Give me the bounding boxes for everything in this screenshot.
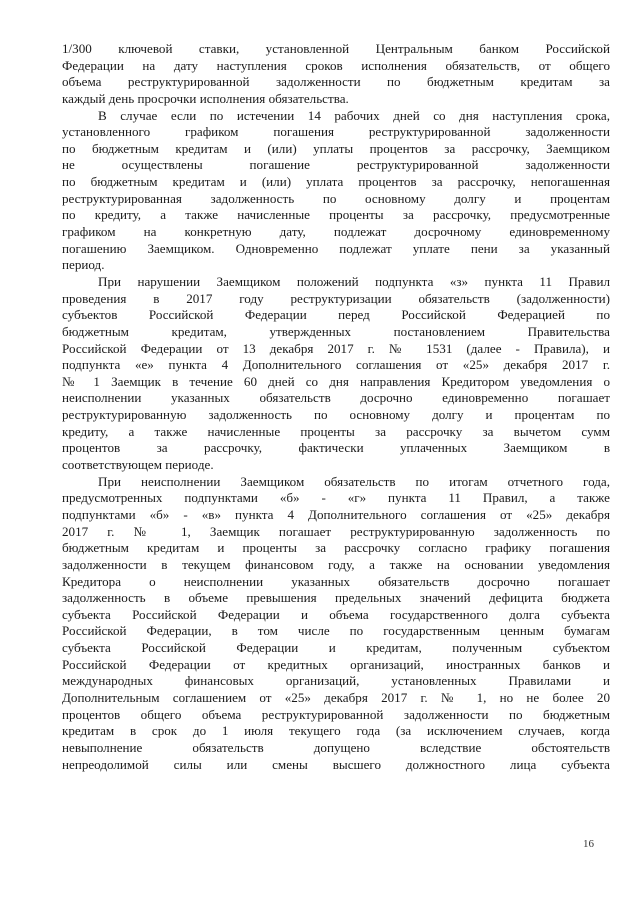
text-line: международных финансовых организаций, установленных Правилами и (62, 673, 610, 689)
paragraph (62, 474, 610, 774)
text-line: 1/300 ключевой ставки, установленной Центральным банком Российской (62, 41, 610, 56)
text-line: не осуществлены погашение реструктурированной задолженности (62, 157, 610, 173)
text-line: Кредитора о неисполнении указанных обязательств досрочно погашает (62, 573, 610, 589)
text-line: по бюджетным кредитам и (или) уплаты процентов за рассрочку, Заемщиком (62, 140, 610, 156)
text-line: подпунктами «б» - «в» пункта 4 Дополнительного соглашения от «25» декабря (62, 506, 610, 522)
text-line: 2017 г. № 1, Заемщик погашает реструктурированную задолженность по (62, 523, 610, 539)
text-line: субъектов Российской Федерации перед Российской Федерацией по (62, 307, 610, 323)
paragraph (62, 108, 610, 274)
text-line: субъекта Российской Федерации и кредитам, полученным субъектом (62, 640, 610, 656)
text-line: по бюджетным кредитам и (или) уплата процентов за рассрочку, непогашенная (62, 174, 610, 190)
text-line: Российской Федерации от 13 декабря 2017 г. № 1531 (далее - Правила), и (62, 340, 610, 356)
text-line: соответствующем периоде. (62, 457, 214, 473)
page-number: 16 (583, 838, 594, 850)
text-line: по кредиту, а также начисленные проценты за рассрочку, предусмотренные (62, 207, 610, 223)
text-line: При нарушении Заемщиком положений подпункта «з» пункта 11 Правил (98, 273, 610, 289)
text-line: период. (62, 257, 105, 273)
text-line: реструктурированная задолженность по основному долгу и процентам (62, 190, 610, 206)
text-line: В случае если по истечении 14 рабочих дней со дня наступления срока, (98, 107, 610, 123)
text-line: установленного графиком погашения реструктурированной задолженности (62, 124, 610, 140)
text-line: невыполнение обязательств допущено вследствие обстоятельств (62, 739, 610, 755)
text-line: объема реструктурированной задолженности по бюджетным кредитам за (62, 74, 610, 90)
text-line: графиком на конкретную дату, подлежат досрочному единовременному (62, 224, 610, 240)
text-line: предусмотренных подпунктами «б» - «г» пункта 11 Правил, а также (62, 490, 610, 506)
paragraph (62, 274, 610, 474)
paragraph (62, 41, 610, 108)
text-line: бюджетным кредитам и проценты за рассрочку согласно графику погашения (62, 540, 610, 556)
text-line: кредитам в срок до 1 июля текущего года (за исключением случаев, когда (62, 723, 610, 739)
text-line: проведения в 2017 году реструктуризации обязательств (задолженности) (62, 290, 610, 306)
text-line: субъекта Российской Федерации и объема государственного долга субъекта (62, 606, 610, 622)
text-line: кредиту, а также начисленные проценты за рассрочку за вычетом сумм (62, 423, 610, 439)
text-line: Федерации на дату наступления сроков исполнения обязательств, от общего (62, 57, 610, 73)
text-line: При неисполнении Заемщиком обязательств по итогам отчетного года, (98, 473, 610, 489)
text-line: неисполнении указанных обязательств досрочно единовременно погашает (62, 390, 610, 406)
text-line: погашению Заемщиком. Одновременно подлежат уплате пени за указанный (62, 240, 610, 256)
text-line: Российской Федерации от кредитных организаций, иностранных банков и (62, 656, 610, 672)
text-line: реструктурированную задолженность по основному долгу и процентам по (62, 407, 610, 423)
text-line: № 1 Заемщик в течение 60 дней со дня направления Кредитором уведомления о (62, 373, 610, 389)
text-line: непреодолимой силы или смены высшего должностного лица субъекта (62, 756, 610, 772)
text-line: каждый день просрочки исполнения обязательства. (62, 90, 349, 106)
text-line: процентов общего объема реструктурированной задолженности по бюджетным (62, 706, 610, 722)
text-line: задолженность в объеме превышения предельных значений дефицита бюджета (62, 590, 610, 606)
text-line: бюджетным кредитам, утвержденных постановлением Правительства (62, 323, 610, 339)
text-line: процентов за рассрочку, фактически уплаченных Заемщиком в (62, 440, 610, 456)
text-line: задолженности в текущем финансовом году, а также на основании уведомления (62, 556, 610, 572)
text-line: подпункта «е» пункта 4 Дополнительного соглашения от «25» декабря 2017 г. (62, 357, 610, 373)
document-body (62, 41, 610, 773)
text-line: Дополнительным соглашением от «25» декабря 2017 г. № 1, но не более 20 (62, 689, 610, 705)
text-line: Российской Федерации, в том числе по государственным ценным бумагам (62, 623, 610, 639)
